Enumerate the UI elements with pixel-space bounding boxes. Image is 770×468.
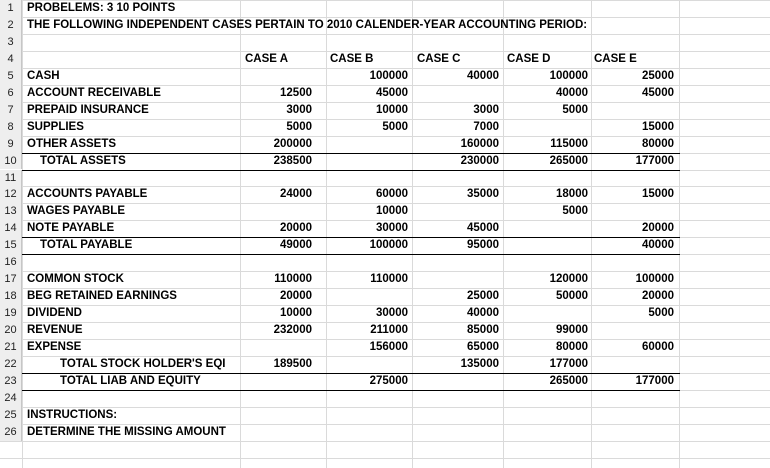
- value-cell[interactable]: 40000: [467, 307, 499, 320]
- case-header[interactable]: CASE B: [330, 52, 374, 65]
- row-header[interactable]: 8: [0, 119, 22, 136]
- value-cell[interactable]: 20000: [280, 290, 312, 303]
- column-gridline: [412, 0, 413, 468]
- row-gridline: [0, 441, 770, 442]
- row-header[interactable]: 19: [0, 305, 22, 322]
- row-header[interactable]: 14: [0, 220, 22, 237]
- row-label[interactable]: PREPAID INSURANCE: [27, 103, 149, 116]
- column-gridline: [679, 0, 680, 468]
- value-cell[interactable]: 5000: [562, 103, 588, 116]
- row-label[interactable]: REVENUE: [27, 324, 83, 337]
- row-label[interactable]: DIVIDEND: [27, 307, 82, 320]
- value-cell[interactable]: 177000: [635, 154, 674, 167]
- value-cell[interactable]: 80000: [642, 137, 674, 150]
- row-label[interactable]: COMMON STOCK: [27, 273, 124, 286]
- value-cell[interactable]: 25000: [642, 69, 674, 82]
- column-gridline: [326, 0, 327, 468]
- case-header[interactable]: CASE C: [417, 52, 461, 65]
- row-label[interactable]: ACCOUNTS PAYABLE: [27, 188, 148, 201]
- value-cell[interactable]: 265000: [549, 154, 588, 167]
- value-cell[interactable]: 5000: [382, 120, 408, 133]
- row-header[interactable]: 6: [0, 85, 22, 102]
- value-cell[interactable]: 35000: [467, 188, 499, 201]
- value-cell[interactable]: 10000: [376, 103, 408, 116]
- value-cell[interactable]: 95000: [467, 239, 499, 252]
- row-header[interactable]: 22: [0, 356, 22, 373]
- column-gridline: [503, 0, 504, 468]
- row-label[interactable]: OTHER ASSETS: [27, 137, 117, 150]
- row-label[interactable]: TOTAL PAYABLE: [40, 239, 133, 252]
- row-label[interactable]: TOTAL LIAB AND EQUITY: [60, 374, 201, 387]
- value-cell[interactable]: 60000: [642, 341, 674, 353]
- value-cell[interactable]: 100000: [369, 69, 408, 82]
- value-cell[interactable]: 160000: [460, 137, 499, 150]
- value-cell[interactable]: 20000: [642, 290, 674, 303]
- value-cell[interactable]: 110000: [370, 273, 408, 286]
- row-label[interactable]: SUPPLIES: [27, 120, 84, 133]
- value-cell[interactable]: 211000: [370, 324, 408, 337]
- value-cell[interactable]: 3000: [473, 103, 499, 116]
- row-header[interactable]: 17: [0, 271, 22, 288]
- row-gridline: [0, 458, 770, 459]
- row-header[interactable]: 16: [0, 254, 22, 271]
- row-header[interactable]: 18: [0, 288, 22, 305]
- value-cell[interactable]: 265000: [549, 374, 588, 387]
- value-cell[interactable]: 156000: [369, 341, 408, 353]
- value-cell[interactable]: 5000: [562, 205, 588, 218]
- value-cell[interactable]: 30000: [376, 222, 408, 235]
- value-cell[interactable]: 177000: [635, 374, 674, 387]
- row-header[interactable]: 7: [0, 102, 22, 119]
- row-header[interactable]: 26: [0, 424, 22, 441]
- total-underline: [22, 254, 680, 255]
- total-underline: [22, 170, 680, 171]
- value-cell[interactable]: 135000: [460, 357, 499, 370]
- row-header[interactable]: 24: [0, 390, 22, 407]
- row-header[interactable]: 2: [0, 17, 22, 34]
- instructions-label[interactable]: INSTRUCTIONS:: [27, 408, 118, 421]
- value-cell[interactable]: 60000: [376, 188, 408, 201]
- total-underline: [22, 373, 680, 374]
- value-cell[interactable]: 100000: [369, 239, 408, 252]
- value-cell[interactable]: 232000: [273, 324, 312, 337]
- value-cell[interactable]: 200000: [273, 137, 312, 150]
- value-cell[interactable]: 80000: [556, 341, 588, 353]
- row-header[interactable]: 4: [0, 51, 22, 68]
- value-cell[interactable]: 40000: [556, 86, 588, 99]
- value-cell[interactable]: 10000: [280, 307, 312, 320]
- column-gridline: [22, 0, 23, 468]
- row-label[interactable]: WAGES PAYABLE: [27, 205, 125, 218]
- value-cell[interactable]: 100000: [549, 69, 588, 82]
- value-cell[interactable]: 12500: [280, 86, 312, 99]
- value-cell[interactable]: 45000: [642, 86, 674, 99]
- column-gridline: [240, 0, 241, 468]
- row-header[interactable]: 1: [0, 0, 22, 17]
- value-cell[interactable]: 189500: [273, 357, 312, 370]
- value-cell[interactable]: 65000: [467, 341, 499, 353]
- value-cell[interactable]: 230000: [460, 154, 499, 167]
- value-cell[interactable]: 85000: [467, 324, 499, 337]
- row-label[interactable]: NOTE PAYABLE: [27, 222, 115, 235]
- case-header[interactable]: CASE D: [507, 52, 551, 65]
- total-underline: [22, 237, 680, 238]
- value-cell[interactable]: 110000: [274, 273, 312, 286]
- row-header[interactable]: 9: [0, 136, 22, 153]
- value-cell[interactable]: 49000: [280, 239, 312, 252]
- total-underline: [22, 390, 680, 391]
- row-label[interactable]: TOTAL STOCK HOLDER'S EQI: [60, 357, 226, 370]
- value-cell[interactable]: 7000: [473, 120, 499, 133]
- row-gridline: [0, 34, 770, 35]
- case-header[interactable]: CASE A: [245, 52, 289, 65]
- row-header[interactable]: 25: [0, 407, 22, 424]
- row-header[interactable]: 15: [0, 237, 22, 254]
- row-label[interactable]: TOTAL ASSETS: [40, 154, 126, 167]
- value-cell[interactable]: 5000: [286, 120, 312, 133]
- row-label[interactable]: EXPENSE: [27, 341, 82, 353]
- value-cell[interactable]: 238500: [273, 154, 312, 167]
- value-cell[interactable]: 10000: [376, 205, 408, 218]
- row-header[interactable]: 21: [0, 339, 22, 356]
- value-cell[interactable]: 15000: [642, 188, 674, 201]
- title-cell[interactable]: PROBELEMS: 3 10 POINTS: [27, 2, 176, 14]
- row-gridline: [0, 51, 770, 52]
- value-cell[interactable]: 20000: [642, 222, 674, 235]
- value-cell[interactable]: 40000: [467, 69, 499, 82]
- row-header[interactable]: 20: [0, 322, 22, 339]
- case-header[interactable]: CASE E: [594, 52, 637, 65]
- value-cell[interactable]: 120000: [549, 273, 588, 286]
- value-cell[interactable]: 177000: [549, 357, 588, 370]
- row-header[interactable]: 13: [0, 203, 22, 220]
- row-header[interactable]: 23: [0, 373, 22, 390]
- row-label[interactable]: CASH: [27, 69, 60, 82]
- value-cell[interactable]: 18000: [556, 188, 588, 201]
- value-cell[interactable]: 15000: [642, 120, 674, 133]
- column-gridline: [591, 0, 592, 468]
- value-cell[interactable]: 275000: [369, 374, 408, 387]
- value-cell[interactable]: 99000: [556, 324, 588, 337]
- row-header[interactable]: 5: [0, 68, 22, 85]
- value-cell[interactable]: 5000: [648, 307, 674, 320]
- value-cell[interactable]: 40000: [642, 239, 674, 252]
- row-header[interactable]: 12: [0, 186, 22, 203]
- value-cell[interactable]: 100000: [635, 273, 674, 286]
- subtitle-cell[interactable]: THE FOLLOWING INDEPENDENT CASES PERTAIN TO 2010 CALENDER-YEAR ACCOUNTING PERIOD:: [27, 18, 588, 31]
- value-cell[interactable]: 20000: [280, 222, 312, 235]
- row-label[interactable]: ACCOUNT RECEIVABLE: [27, 86, 161, 99]
- value-cell[interactable]: 115000: [550, 137, 588, 150]
- value-cell[interactable]: 25000: [467, 290, 499, 303]
- value-cell[interactable]: 45000: [467, 222, 499, 235]
- row-header[interactable]: 10: [0, 153, 22, 170]
- instructions-text[interactable]: DETERMINE THE MISSING AMOUNT: [27, 425, 226, 438]
- value-cell[interactable]: 3000: [286, 103, 312, 116]
- value-cell[interactable]: 24000: [280, 188, 312, 201]
- row-header[interactable]: 3: [0, 34, 22, 51]
- row-header[interactable]: 11: [0, 170, 22, 187]
- value-cell[interactable]: 50000: [556, 290, 588, 303]
- value-cell[interactable]: 45000: [376, 86, 408, 99]
- row-label[interactable]: BEG RETAINED EARNINGS: [27, 290, 177, 303]
- total-underline: [22, 153, 680, 154]
- value-cell[interactable]: 30000: [376, 307, 408, 320]
